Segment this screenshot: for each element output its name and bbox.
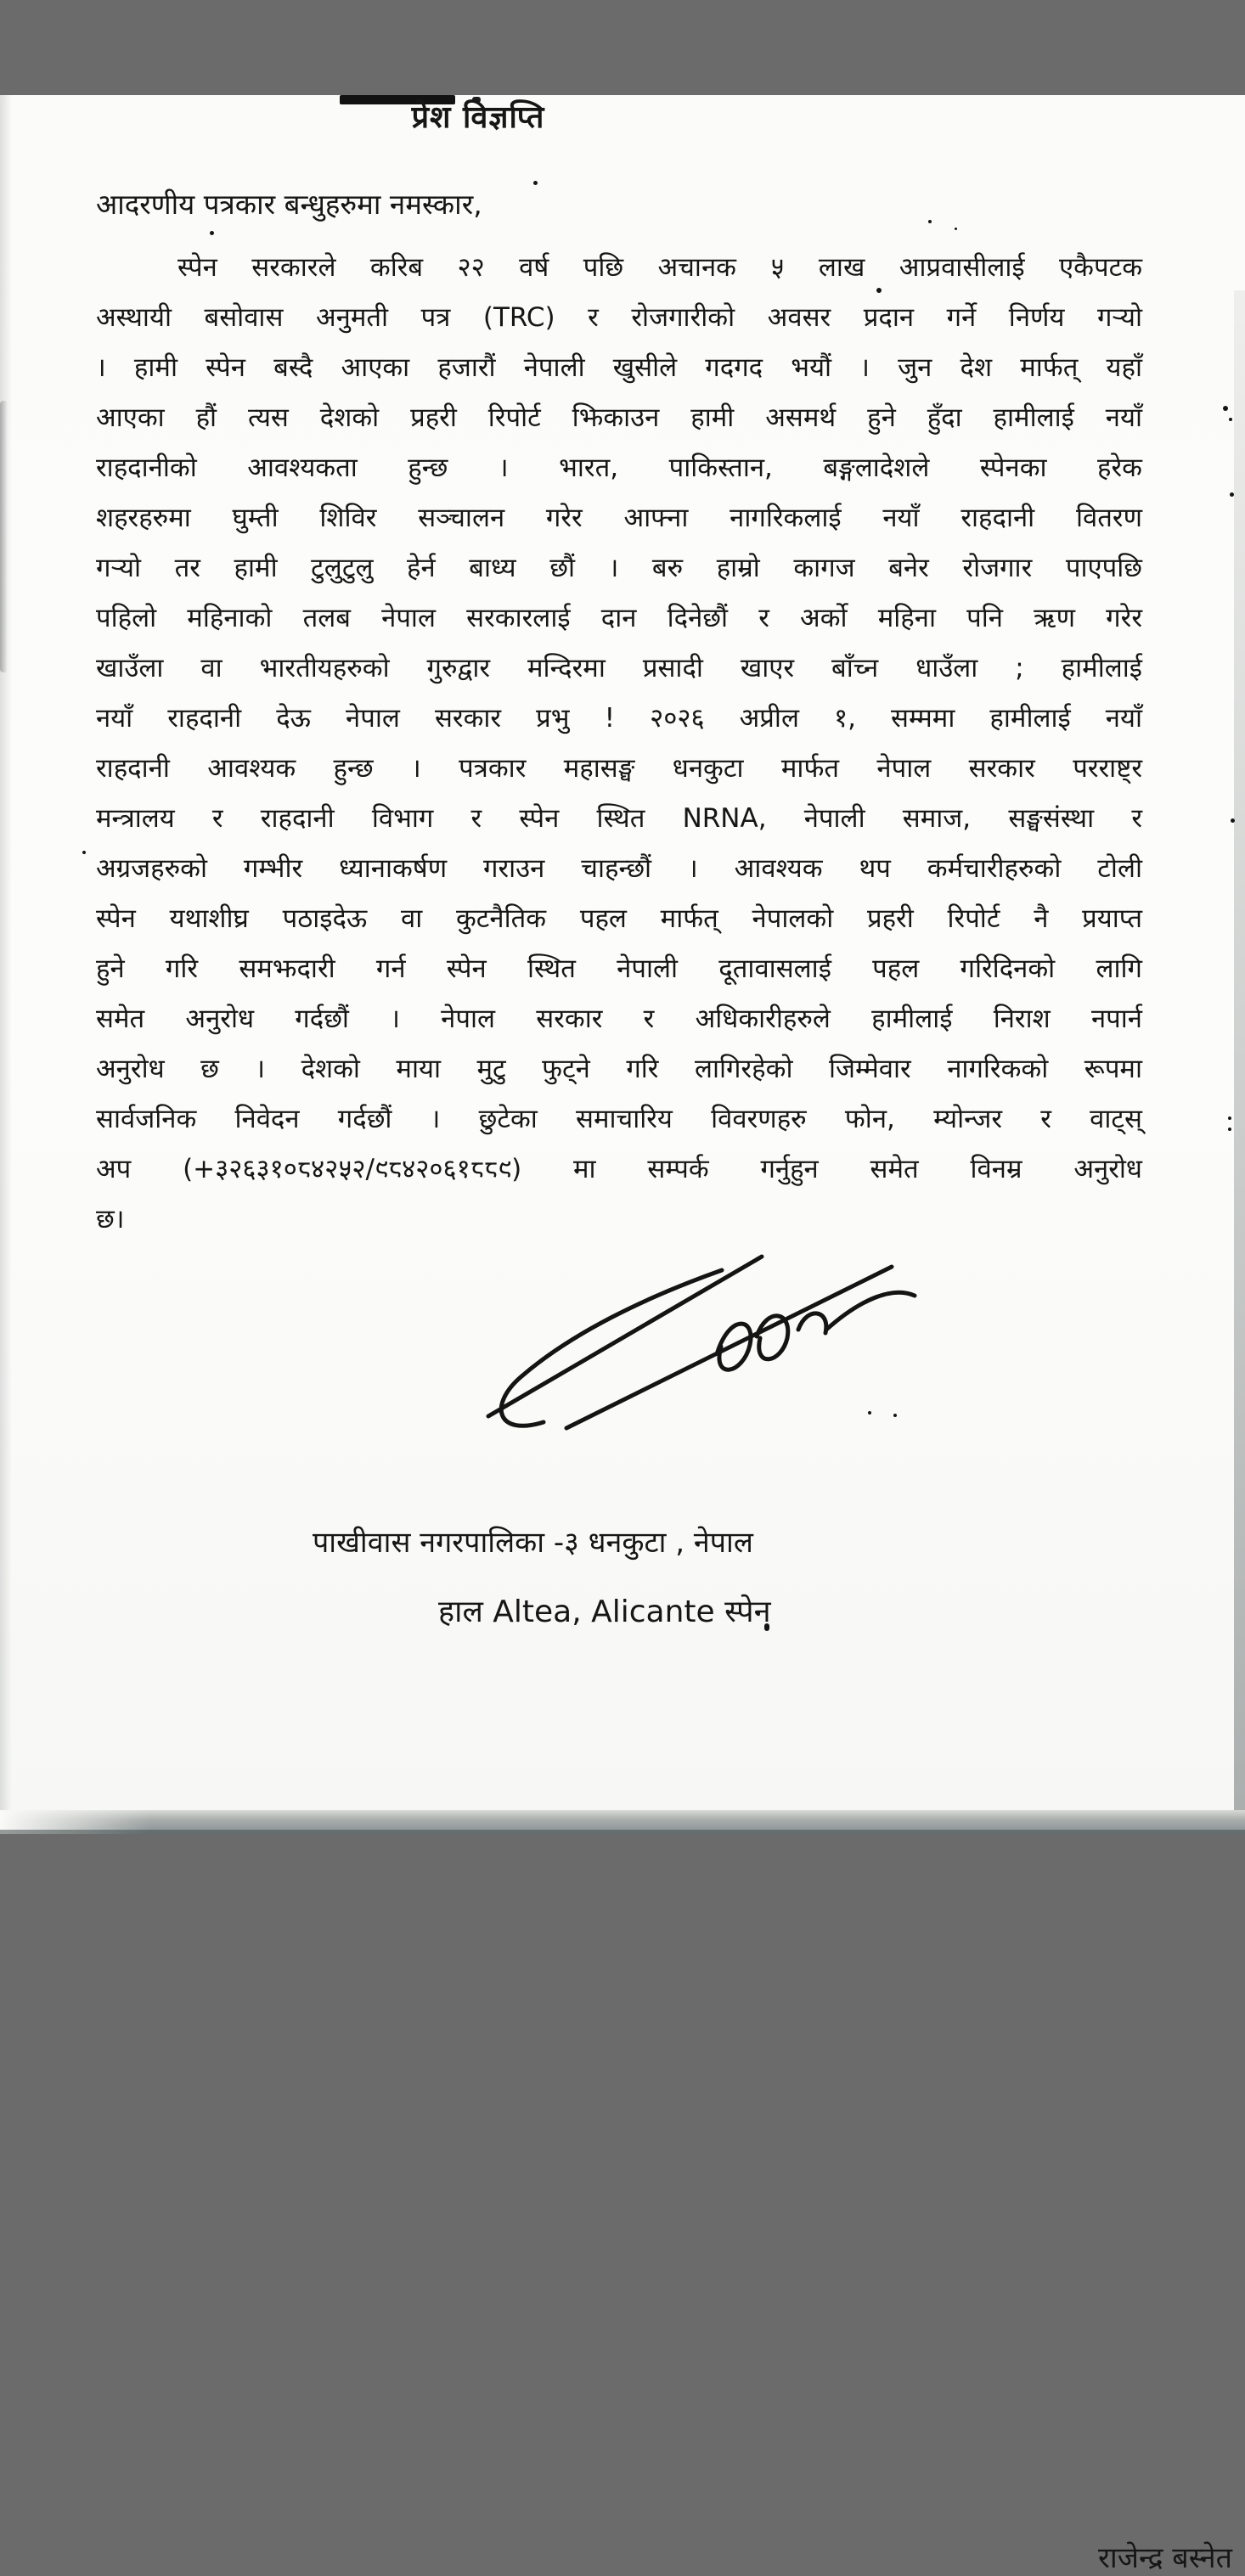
body-line: अस्थायी बसोवास अनुमती पत्र (TRC) र रोजगारीको अवसर प्रदान गर्ने निर्णय गऱ्यो xyxy=(96,302,1142,333)
body-line: अग्रजहरुको गम्भीर ध्यानाकर्षण गराउन चाहन्छौं । आवश्यक थप कर्मचारीहरुको टोली xyxy=(96,853,1142,884)
body-line: राहदानीको आवश्यकता हुन्छ । भारत, पाकिस्तान, बङ्गलादेशले स्पेनका हरेक xyxy=(96,453,1142,483)
body-line: । हामी स्पेन बस्दै आएका हजारौं नेपाली खुसीले गदगद भयौं । जुन देश मार्फत् यहाँ xyxy=(96,352,1142,383)
body-line: अनुरोध छ । देशको माया मुटु फुट्ने गरि लागिरहेको जिम्मेवार नागरिकको रूपमा xyxy=(96,1054,1142,1084)
page-title: प्रेश विज्ञप्ति xyxy=(411,100,545,135)
signatory-name: राजेन्द्र बस्नेत xyxy=(1098,2541,1232,2575)
body-line: छ। xyxy=(96,1204,125,1235)
scan-bottom-edge xyxy=(0,1830,1245,1834)
signatory-address: पाखीवास नगरपालिका -३ धनकुटा , नेपाल xyxy=(313,1526,753,1560)
body-line: शहरहरुमा घुम्ती शिविर सञ्चालन गरेर आफ्ना नागरिकलाई नयाँ राहदानी वितरण xyxy=(96,503,1142,533)
body-paragraph xyxy=(96,243,1142,1245)
body-line: मन्त्रालय र राहदानी विभाग र स्पेन स्थित NRNA, नेपाली समाज, सङ्घसंस्था र xyxy=(96,803,1142,834)
body-line: हुने गरि समझदारी गर्न स्पेन स्थित नेपाली दूतावासलाई पहल गरिदिनको लागि xyxy=(96,953,1142,984)
body-line: स्पेन यथाशीघ्र पठाइदेऊ वा कुटनैतिक पहल मार्फत् नेपालको प्रहरी रिपोर्ट नै प्रयाप्त xyxy=(96,903,1142,934)
body-line: आएका हौं त्यस देशको प्रहरी रिपोर्ट झिकाउन हामी असमर्थ हुने हुँदा हामीलाई नयाँ xyxy=(96,402,1142,433)
body-line: स्पेन सरकारले करिब २२ वर्ष पछि अचानक ५ लाख आप्रवासीलाई एकैपटक xyxy=(177,252,1142,283)
press-release-scan xyxy=(0,95,1245,2575)
body-line: सार्वजनिक निवेदन गर्दछौं । छुटेका समाचारिय विवरणहरु फोन, म्योन्जर र वाट्स् xyxy=(96,1104,1142,1134)
body-line: गऱ्यो तर हामी टुलुटुलु हेर्न बाध्य छौं । बरु हाम्रो कागज बनेर रोजगार पाएपछि xyxy=(96,553,1142,583)
handwritten-signature-icon xyxy=(463,1248,938,1439)
body-line: नयाँ राहदानी देऊ नेपाल सरकार प्रभु ! २०२६ अप्रील १, सम्ममा हामीलाई नयाँ xyxy=(96,703,1142,734)
body-line: पहिलो महिनाको तलब नेपाल सरकारलाई दान दिनेछौं र अर्को महिना पनि ऋण गरेर xyxy=(96,603,1142,633)
salutation-line: आदरणीय पत्रकार बन्धुहरुमा नमस्कार, xyxy=(96,188,482,221)
body-line: अप (+३२६३१०८४२५२/९८४२०६१८८९) मा सम्पर्क गर्नुहुन समेत विनम्र अनुरोध xyxy=(96,1154,1142,1184)
body-line: समेत अनुरोध गर्दछौं । नेपाल सरकार र अधिकारीहरुले हामीलाई निराश नपार्न xyxy=(96,1004,1142,1034)
signatory-current-location: हाल Altea, Alicante स्पेन xyxy=(438,1595,771,1629)
body-line: राहदानी आवश्यक हुन्छ । पत्रकार महासङ्घ धनकुटा मार्फत नेपाल सरकार परराष्ट्र xyxy=(96,753,1142,784)
body-line: खाउँला वा भारतीयहरुको गुरुद्वार मन्दिरमा प्रसादी खाएर बाँच्न धाउँला ; हामीलाई xyxy=(96,653,1142,683)
letter-content xyxy=(0,95,1245,1245)
